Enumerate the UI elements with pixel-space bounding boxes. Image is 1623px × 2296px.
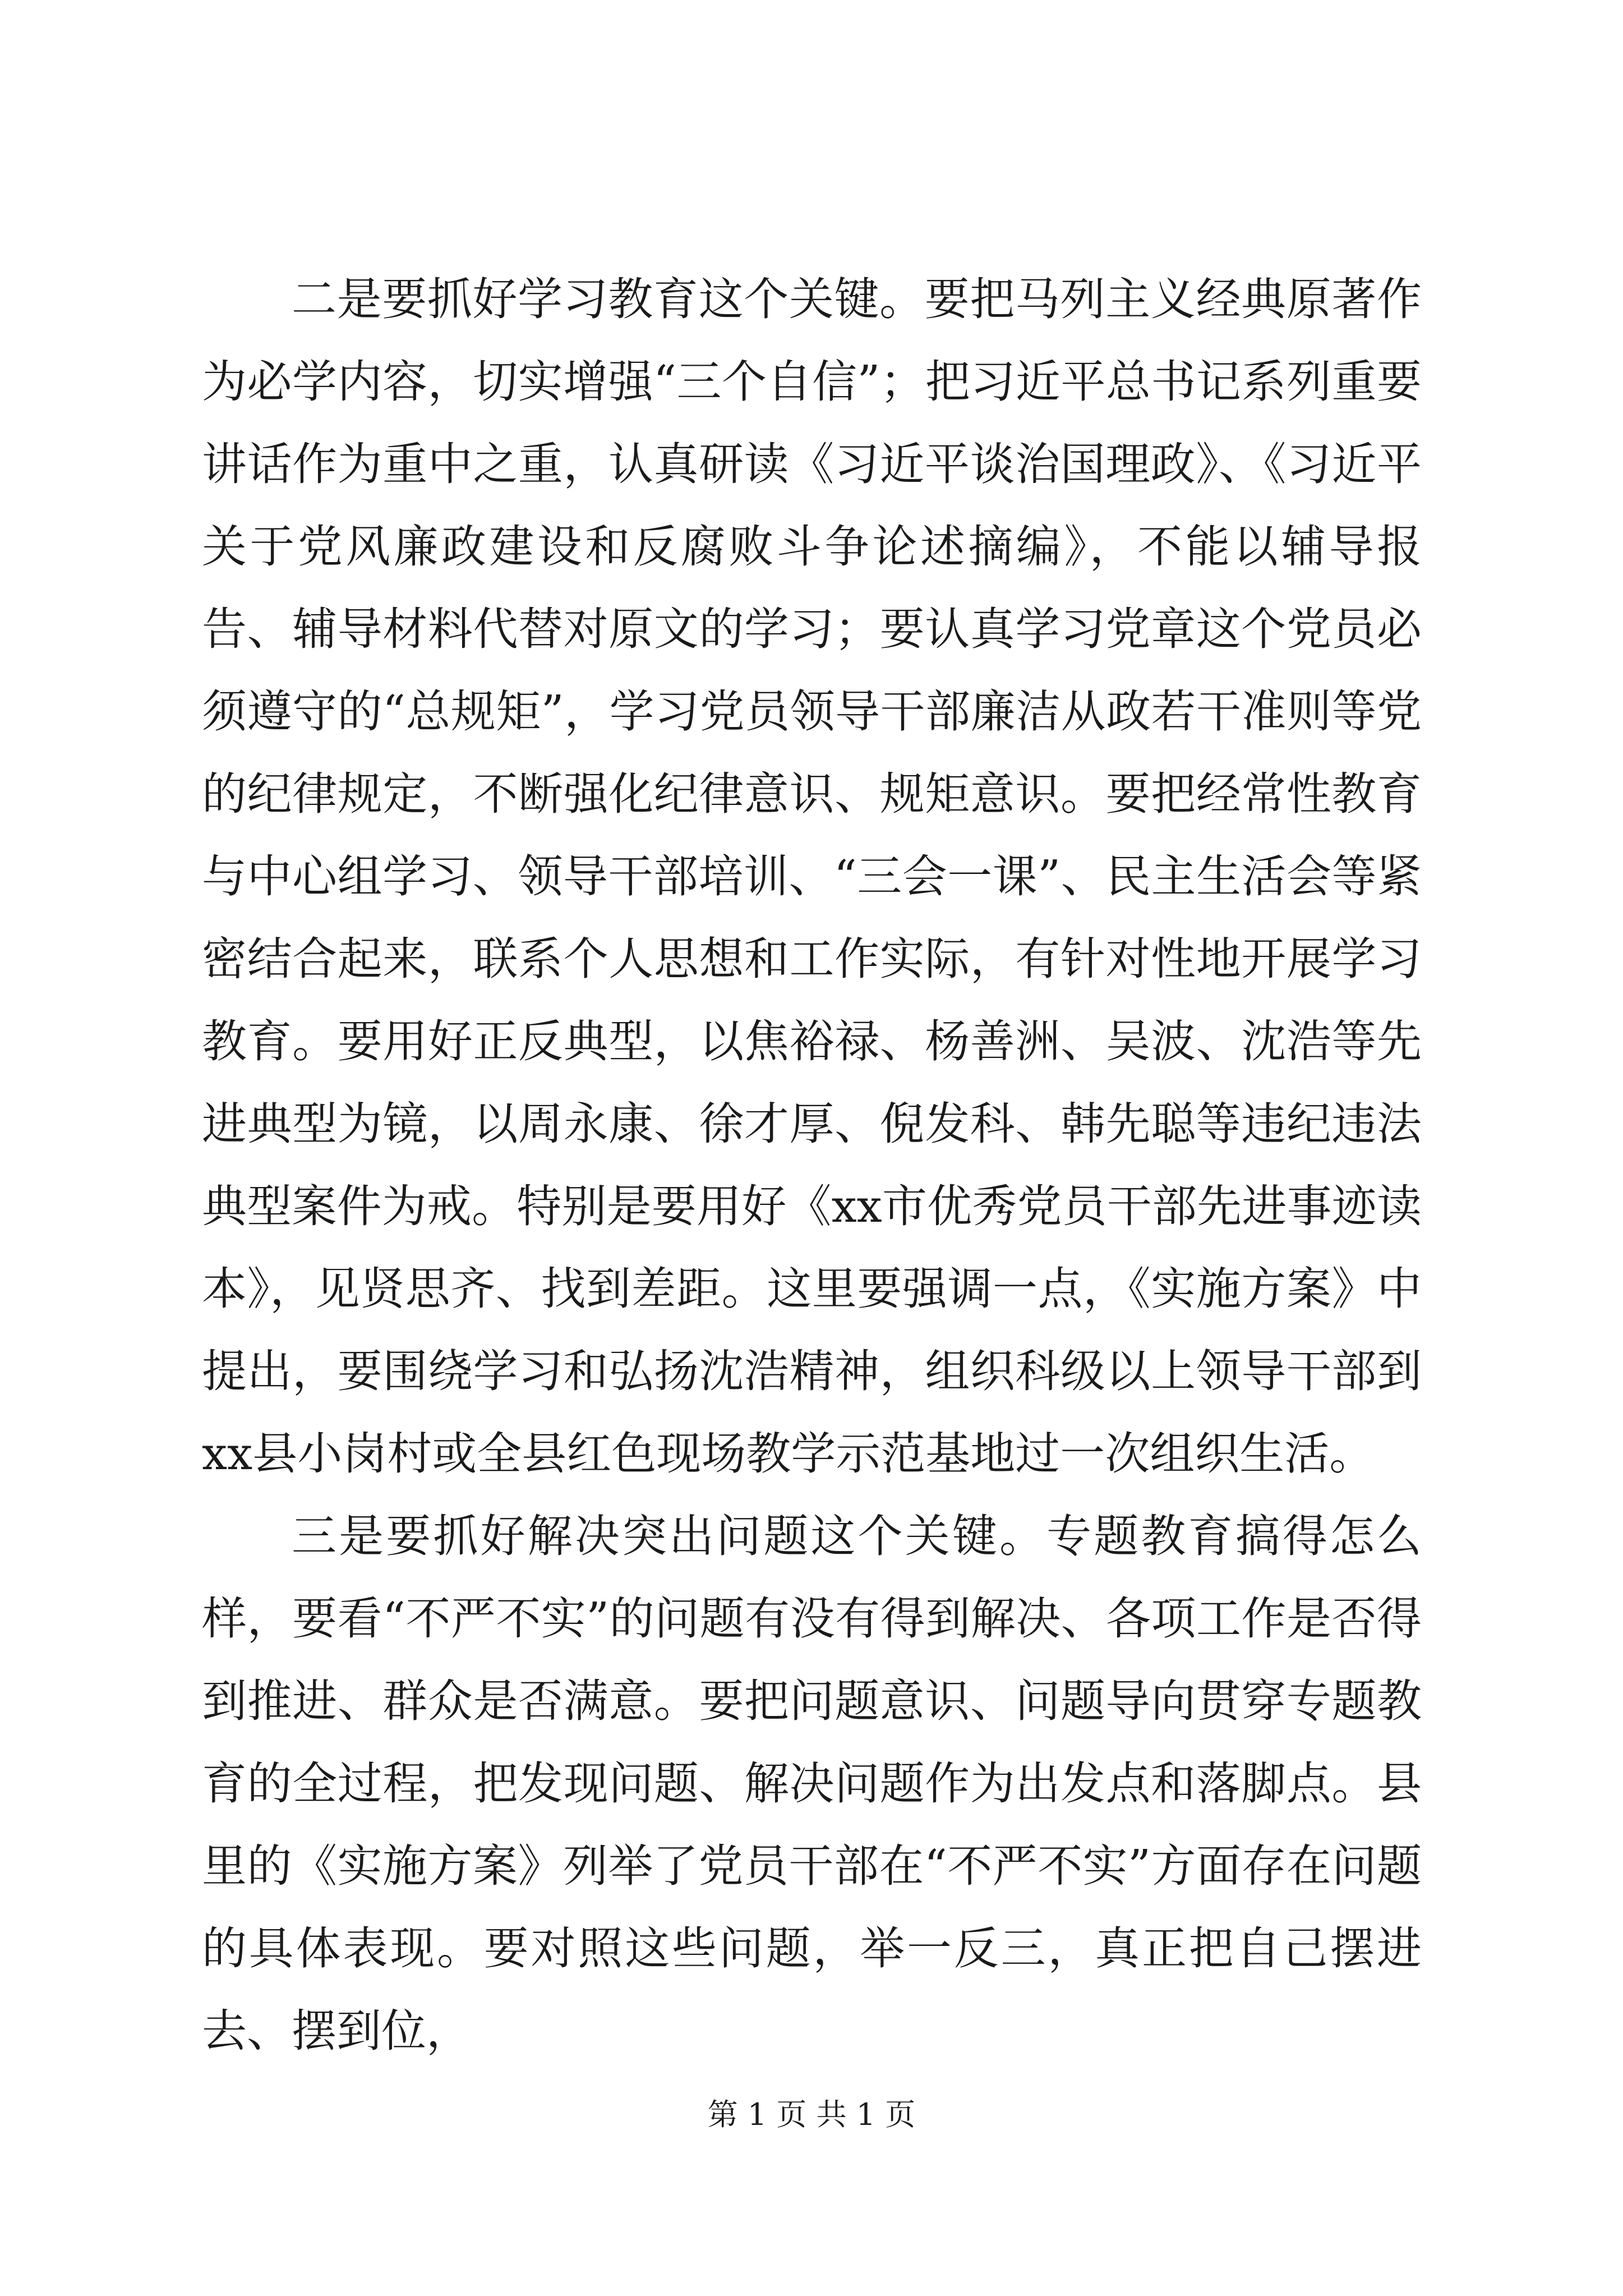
paragraph-2: 三是要抓好解决突出问题这个关键。专题教育搞得怎么样，要看“不严不实”的问题有没有得到解决、各项工作是否得到推进、群众是否满意。要把问题意识、问题导向贯穿专题教育的全过程，把发现问题、解决问题作为出发点和落脚点。县里的《实施方案》列举了党员干部在“不严不实”方面存在问题的具体表现。要对照这些问题，举一反三，真正把自己摆进去、摆到位，: [202, 1510, 1422, 2057]
document-body: [202, 258, 1422, 2072]
page-footer: 第 1 页 共 1 页: [707, 2097, 916, 2132]
paragraph-1: 二是要抓好学习教育这个关键。要把马列主义经典原著作为必学内容，切实增强“三个自信”；把习近平总书记系列重要讲话作为重中之重，认真研读《习近平谈治国理政》、《习近平关于党风廉政建设和反腐败斗争论述摘编》，不能以辅导报告、辅导材料代替对原文的学习；要认真学习党章这个党员必须遵守的“总规矩”，学习党员领导干部廉洁从政若干准则等党的纪律规定，不断强化纪律意识、规矩意识。要把经常性教育与中心组学习、领导干部培训、“三会一课”、民主生活会等紧密结合起来，联系个人思想和工作实际，有针对性地开展学习教育。要用好正反典型，以焦裕禄、杨善洲、吴波、沈浩等先进典型为镜，以周永康、徐才厚、倪发科、韩先聪等违纪违法典型案件为戒。特别是要用好《xx市优秀党员干部先进事迹读本》，见贤思齐、找到差距。这里要强调一点，《实施方案》中提出，要围绕学习和弘扬沈浩精神，组织科级以上领导干部到xx县小岗村或全县红色现场教学示范基地过一次组织生活。: [202, 273, 1422, 1480]
